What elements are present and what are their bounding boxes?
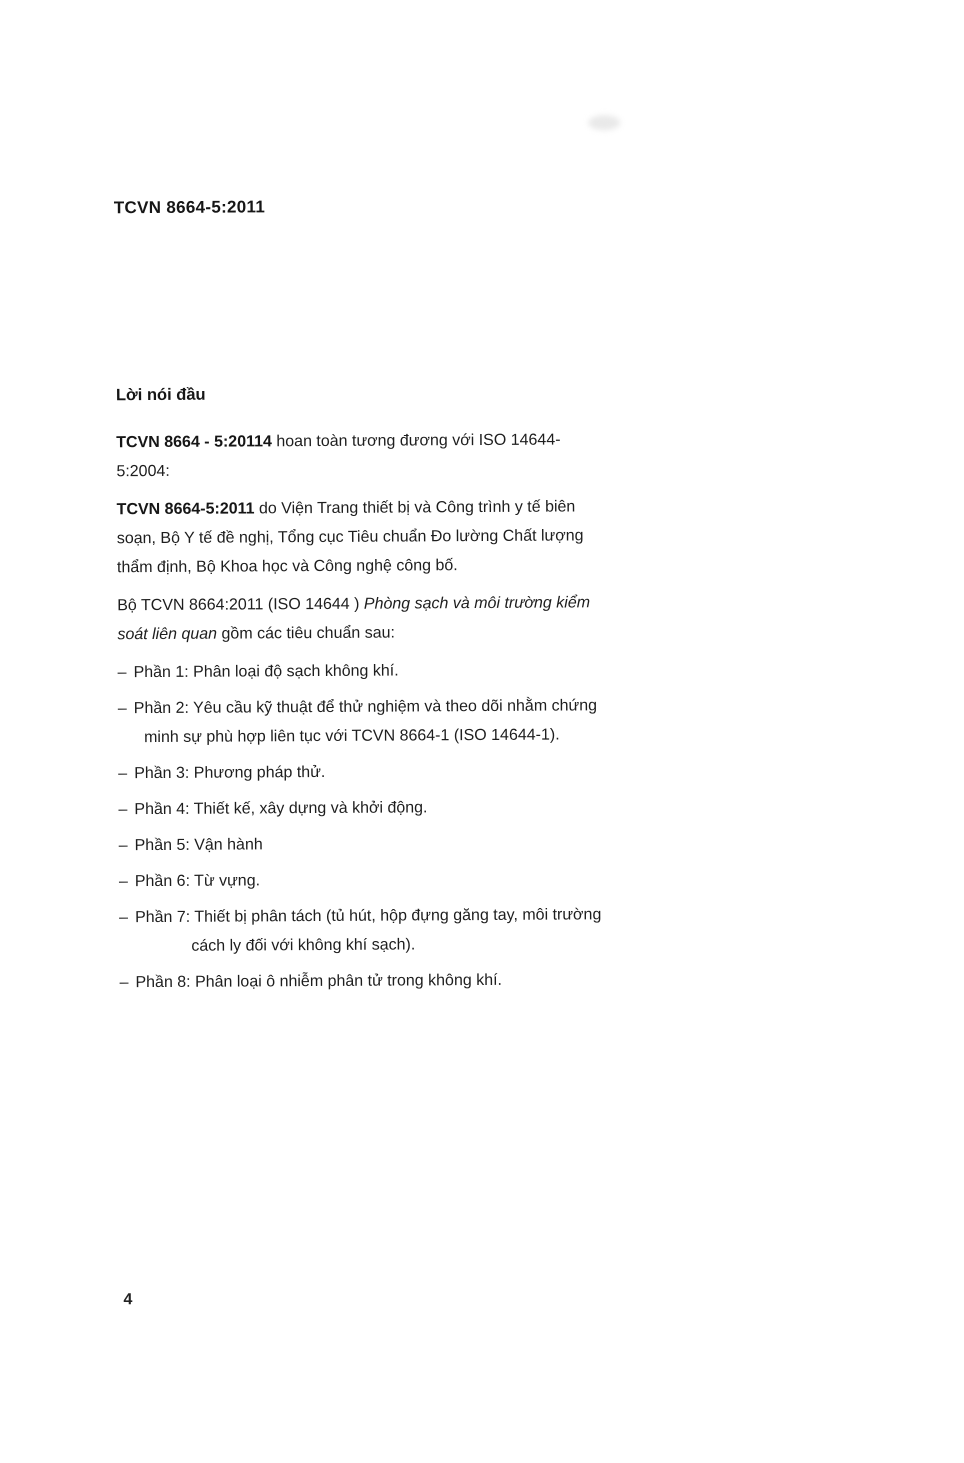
list-item: [119, 965, 603, 997]
list-item: [118, 655, 602, 687]
list-dash: –: [117, 664, 127, 682]
section-title: Lời nói đầu: [115, 385, 206, 405]
list-item-text: Phần 6: Từ vựng.: [134, 872, 261, 891]
page-number: 4: [123, 1291, 133, 1309]
list-dash: –: [118, 765, 128, 783]
list-dash: –: [118, 801, 128, 819]
list-item-text: Phần 2: Yêu cầu kỹ thuật để thử nghiệm và theo dõi nhằm chứng minh sự phù hợp liên tục với TCVN 8664-1 (ISO 14644-1).: [133, 697, 598, 747]
list-item: [119, 900, 603, 961]
paragraph-text: gồm các tiêu chuẩn sau:: [221, 624, 395, 643]
list-item: [118, 792, 602, 824]
list-item-text: Phần 5: Vận hành: [134, 836, 263, 855]
list-dash: –: [118, 837, 128, 855]
list-dash: –: [117, 700, 127, 718]
list-dash: –: [119, 974, 129, 992]
scan-artifact: [588, 115, 620, 130]
list-item-text: Phần 7: Thiết bị phân tách (tủ hút, hộp đựng găng tay, môi trường cách ly đối với không khí sạch).: [134, 906, 602, 955]
list-item: [119, 828, 603, 860]
list-dash: –: [119, 909, 129, 927]
list-item-text: Phần 4: Thiết kế, xây dựng và khởi động.: [134, 799, 428, 819]
list-item: [119, 864, 603, 896]
paragraph-series-intro: [117, 588, 601, 649]
standard-parts-list: [118, 655, 604, 997]
standard-number-bold: TCVN 8664-5:2011: [116, 500, 255, 519]
paragraph-publisher: [117, 492, 602, 582]
list-item-text: Phần 8: Phân loại ô nhiễm phân tử trong không khí.: [135, 971, 503, 992]
running-header: TCVN 8664-5:2011: [113, 197, 266, 218]
list-item-text: Phần 3: Phương pháp thử.: [134, 763, 326, 783]
paragraph-equivalence: [116, 425, 600, 486]
paragraph-text: hoan toàn tương đương với ISO 14644-5:2004:: [116, 431, 561, 481]
list-dash: –: [118, 873, 128, 891]
standard-number-bold: TCVN 8664 - 5:20114: [116, 433, 272, 452]
list-item: [118, 756, 602, 788]
paragraph-text: Bộ TCVN 8664:2011 (ISO 14644 ): [117, 595, 360, 615]
paragraph-text: do Viện Trang thiết bị và Công trình y tế biên soạn, Bộ Y tế đề nghị, Tổng cục Tiêu chuẩn Đo lường Chất lượng thẩm định, Bộ Khoa học và Công nghệ công bố.: [116, 498, 584, 577]
series-title-italic: Phòng sạch và môi trường kiểm soát liên quan: [117, 594, 591, 644]
foreword-section: [116, 383, 604, 1004]
list-item-text: Phần 1: Phân loại độ sạch không khí.: [133, 662, 399, 682]
list-item: [118, 691, 602, 752]
